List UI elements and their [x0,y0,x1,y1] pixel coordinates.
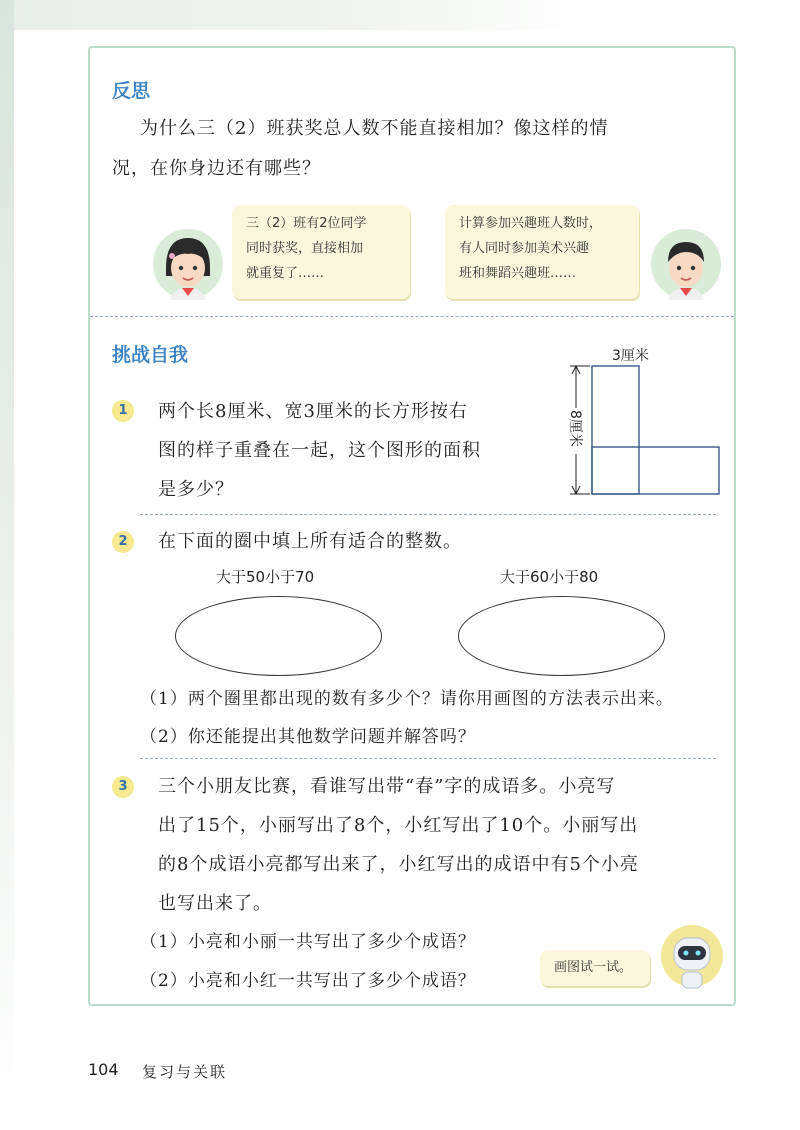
reflection-line-2: 况，在你身边还有哪些？ [112,158,321,179]
girl-avatar [152,228,224,300]
page-top-strip [0,0,800,30]
figure-side-label: 8厘米 [567,410,583,447]
left-set-label: 大于50小于70 [216,568,315,586]
q3-line-3: 的8个成语小亮都写出来了，小红写出的成语中有5个小亮 [158,854,639,875]
girl-speech-bubble [232,205,410,299]
boy-avatar [650,228,722,300]
girl-bubble-line-1: 三（2）班有2位同学 [246,216,367,231]
q1-line-1: 两个长8厘米、宽3厘米的长方形按右 [158,401,468,422]
question-3-text [158,767,728,884]
section-divider [90,316,734,317]
hint-speech-bubble [540,950,650,986]
question-3-badge: 3 [112,776,134,798]
q1-divider [140,514,716,515]
question-1-badge: 1 [112,400,134,422]
boy-bubble-line-1: 计算参加兴趣班人数时， [459,216,603,231]
left-set-oval[interactable] [175,596,382,676]
boy-bubble-line-2: 有人同时参加美术兴趣 [459,241,590,256]
question-1-text [158,392,538,509]
girl-bubble-line-3: 就重复了…… [246,266,325,281]
boy-speech-bubble [445,205,639,299]
q3-subquestion-2: （2）小亮和小红一共写出了多少个成语？ [140,971,476,991]
hint-text: 画图试一试。 [554,960,633,975]
q3-line-2: 出了15个，小丽写出了8个，小红写出了10个。小丽写出 [158,815,639,836]
challenge-title: 挑战自我 [112,344,189,366]
q1-line-2: 图的样子重叠在一起，这个图形的面积 [158,440,481,461]
page-left-strip [0,0,14,1130]
q1-line-3: 是多少？ [158,479,234,500]
girl-bubble-line-2: 同时获奖，直接相加 [246,241,364,256]
page-number: 104 [88,1060,119,1079]
q2-divider [140,758,716,759]
horizontal-rectangle [592,447,719,494]
boy-bubble-line-3: 班和舞蹈兴趣班…… [459,266,577,281]
vertical-rectangle [592,366,639,494]
q3-subquestion-1: （1）小亮和小丽一共写出了多少个成语？ [140,932,476,952]
q2-subquestion-2: （2）你还能提出其他数学问题并解答吗？ [140,727,476,747]
figure-top-label: 3厘米 [612,348,649,364]
question-2-badge: 2 [112,531,134,553]
q3-line-1: 三个小朋友比赛，看谁写出带“春”字的成语多。小亮写 [158,776,616,797]
reflection-line-1: 为什么三（2）班获奖总人数不能直接相加？像这样的情 [140,118,609,139]
right-set-oval[interactable] [458,596,665,676]
q2-subquestion-1: （1）两个圈里都出现的数有多少个？请你用画图的方法表示出来。 [140,689,674,709]
overlapping-rectangles-figure [560,340,730,502]
reflection-title: 反思 [112,80,151,102]
q3-line-4: 也写出来了。 [158,893,272,914]
chapter-title: 复习与关联 [142,1063,228,1081]
robot-avatar [660,924,724,992]
right-set-label: 大于60小于80 [500,568,599,586]
question-2-text: 在下面的圈中填上所有适合的整数。 [158,531,462,552]
